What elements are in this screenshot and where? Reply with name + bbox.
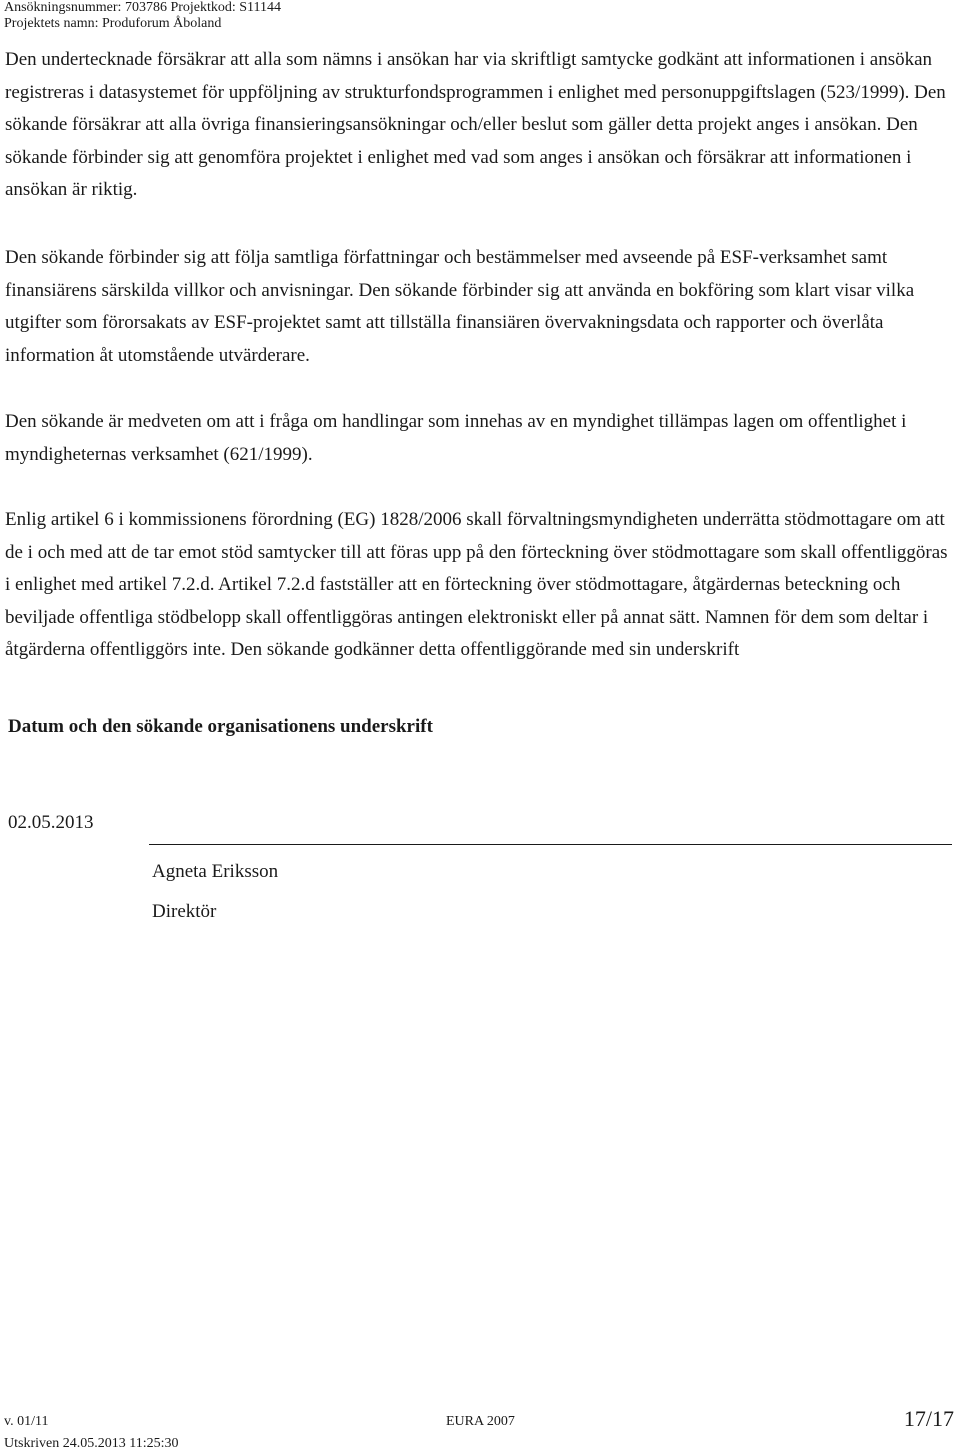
signer-title: Direktör bbox=[152, 901, 217, 922]
form-version: v. 01/11 bbox=[4, 1414, 49, 1429]
signer-name: Agneta Eriksson bbox=[152, 861, 279, 882]
signature-line bbox=[149, 844, 952, 845]
obligations-paragraph: Den sökande förbinder sig att följa samtliga författningar och bestämmelser med avseende på ESF-verksamhet samt finansiärens särskilda villkor och anvisningar. Den sökande förbinder sig att använda en bokföring som klart visar vilka utgifter som förorsakats av ESF-projektet samt att tillställa finansiären övervakningsdata och rapporter och överlåta information åt utomstående utvärderare. bbox=[5, 247, 915, 366]
consent-paragraph: Den undertecknade försäkrar att alla som nämns i ansökan har via skriftligt samtycke godkänt att informationen i ansökan registreras i datasystemet för uppföljning av strukturfondsprogrammen i enlighet med personuppgiftslagen (523/1999). Den sökande försäkrar att alla övriga finansieringsansökningar och/eller beslut som gäller detta projekt anges i ansökan. Den sökande förbinder sig att genomföra projektet i enlighet med vad som anges i ansökan och försäkrar att informationen i ansökan är riktig. bbox=[5, 49, 946, 201]
publication-consent-paragraph: Enlig artikel 6 i kommissionens förordning (EG) 1828/2006 skall förvaltningsmyndigheten underrätta stödmottagare om att de i och med att de tar emot stöd samtycker till att föras upp på den förteckning över stödmottagare som skall offentliggöras i enlighet med artikel 7.2.d. Artikel 7.2.d fastställer att en förteckning över stödmottagare, åtgärdernas beteckning och beviljade offentliga stödbelopp skall offentliggöras antingen elektroniskt eller på annat sätt. Namnen för dem som deltar i åtgärderna offentliggörs inte. Den sökande godkänner detta offentliggörande med sin underskrift bbox=[5, 509, 948, 661]
signature-heading: Datum och den sökande organisationens underskrift bbox=[8, 716, 433, 737]
document-header bbox=[4, 0, 281, 32]
signature-date: 02.05.2013 bbox=[8, 812, 94, 833]
publicity-paragraph: Den sökande är medveten om att i fråga om handlingar som innehas av en myndighet tillämpas lagen om offentlighet i myndigheternas verksamhet (621/1999). bbox=[5, 411, 907, 465]
project-name-line: Projektets namn: Produforum Åboland bbox=[4, 16, 222, 31]
application-info-line: Ansökningsnummer: 703786 Projektkod: S11144 bbox=[4, 0, 282, 15]
form-name: EURA 2007 bbox=[446, 1414, 515, 1429]
print-timestamp: Utskriven 24.05.2013 11:25:30 bbox=[4, 1436, 179, 1451]
page-number: 17/17 bbox=[903, 1406, 954, 1431]
